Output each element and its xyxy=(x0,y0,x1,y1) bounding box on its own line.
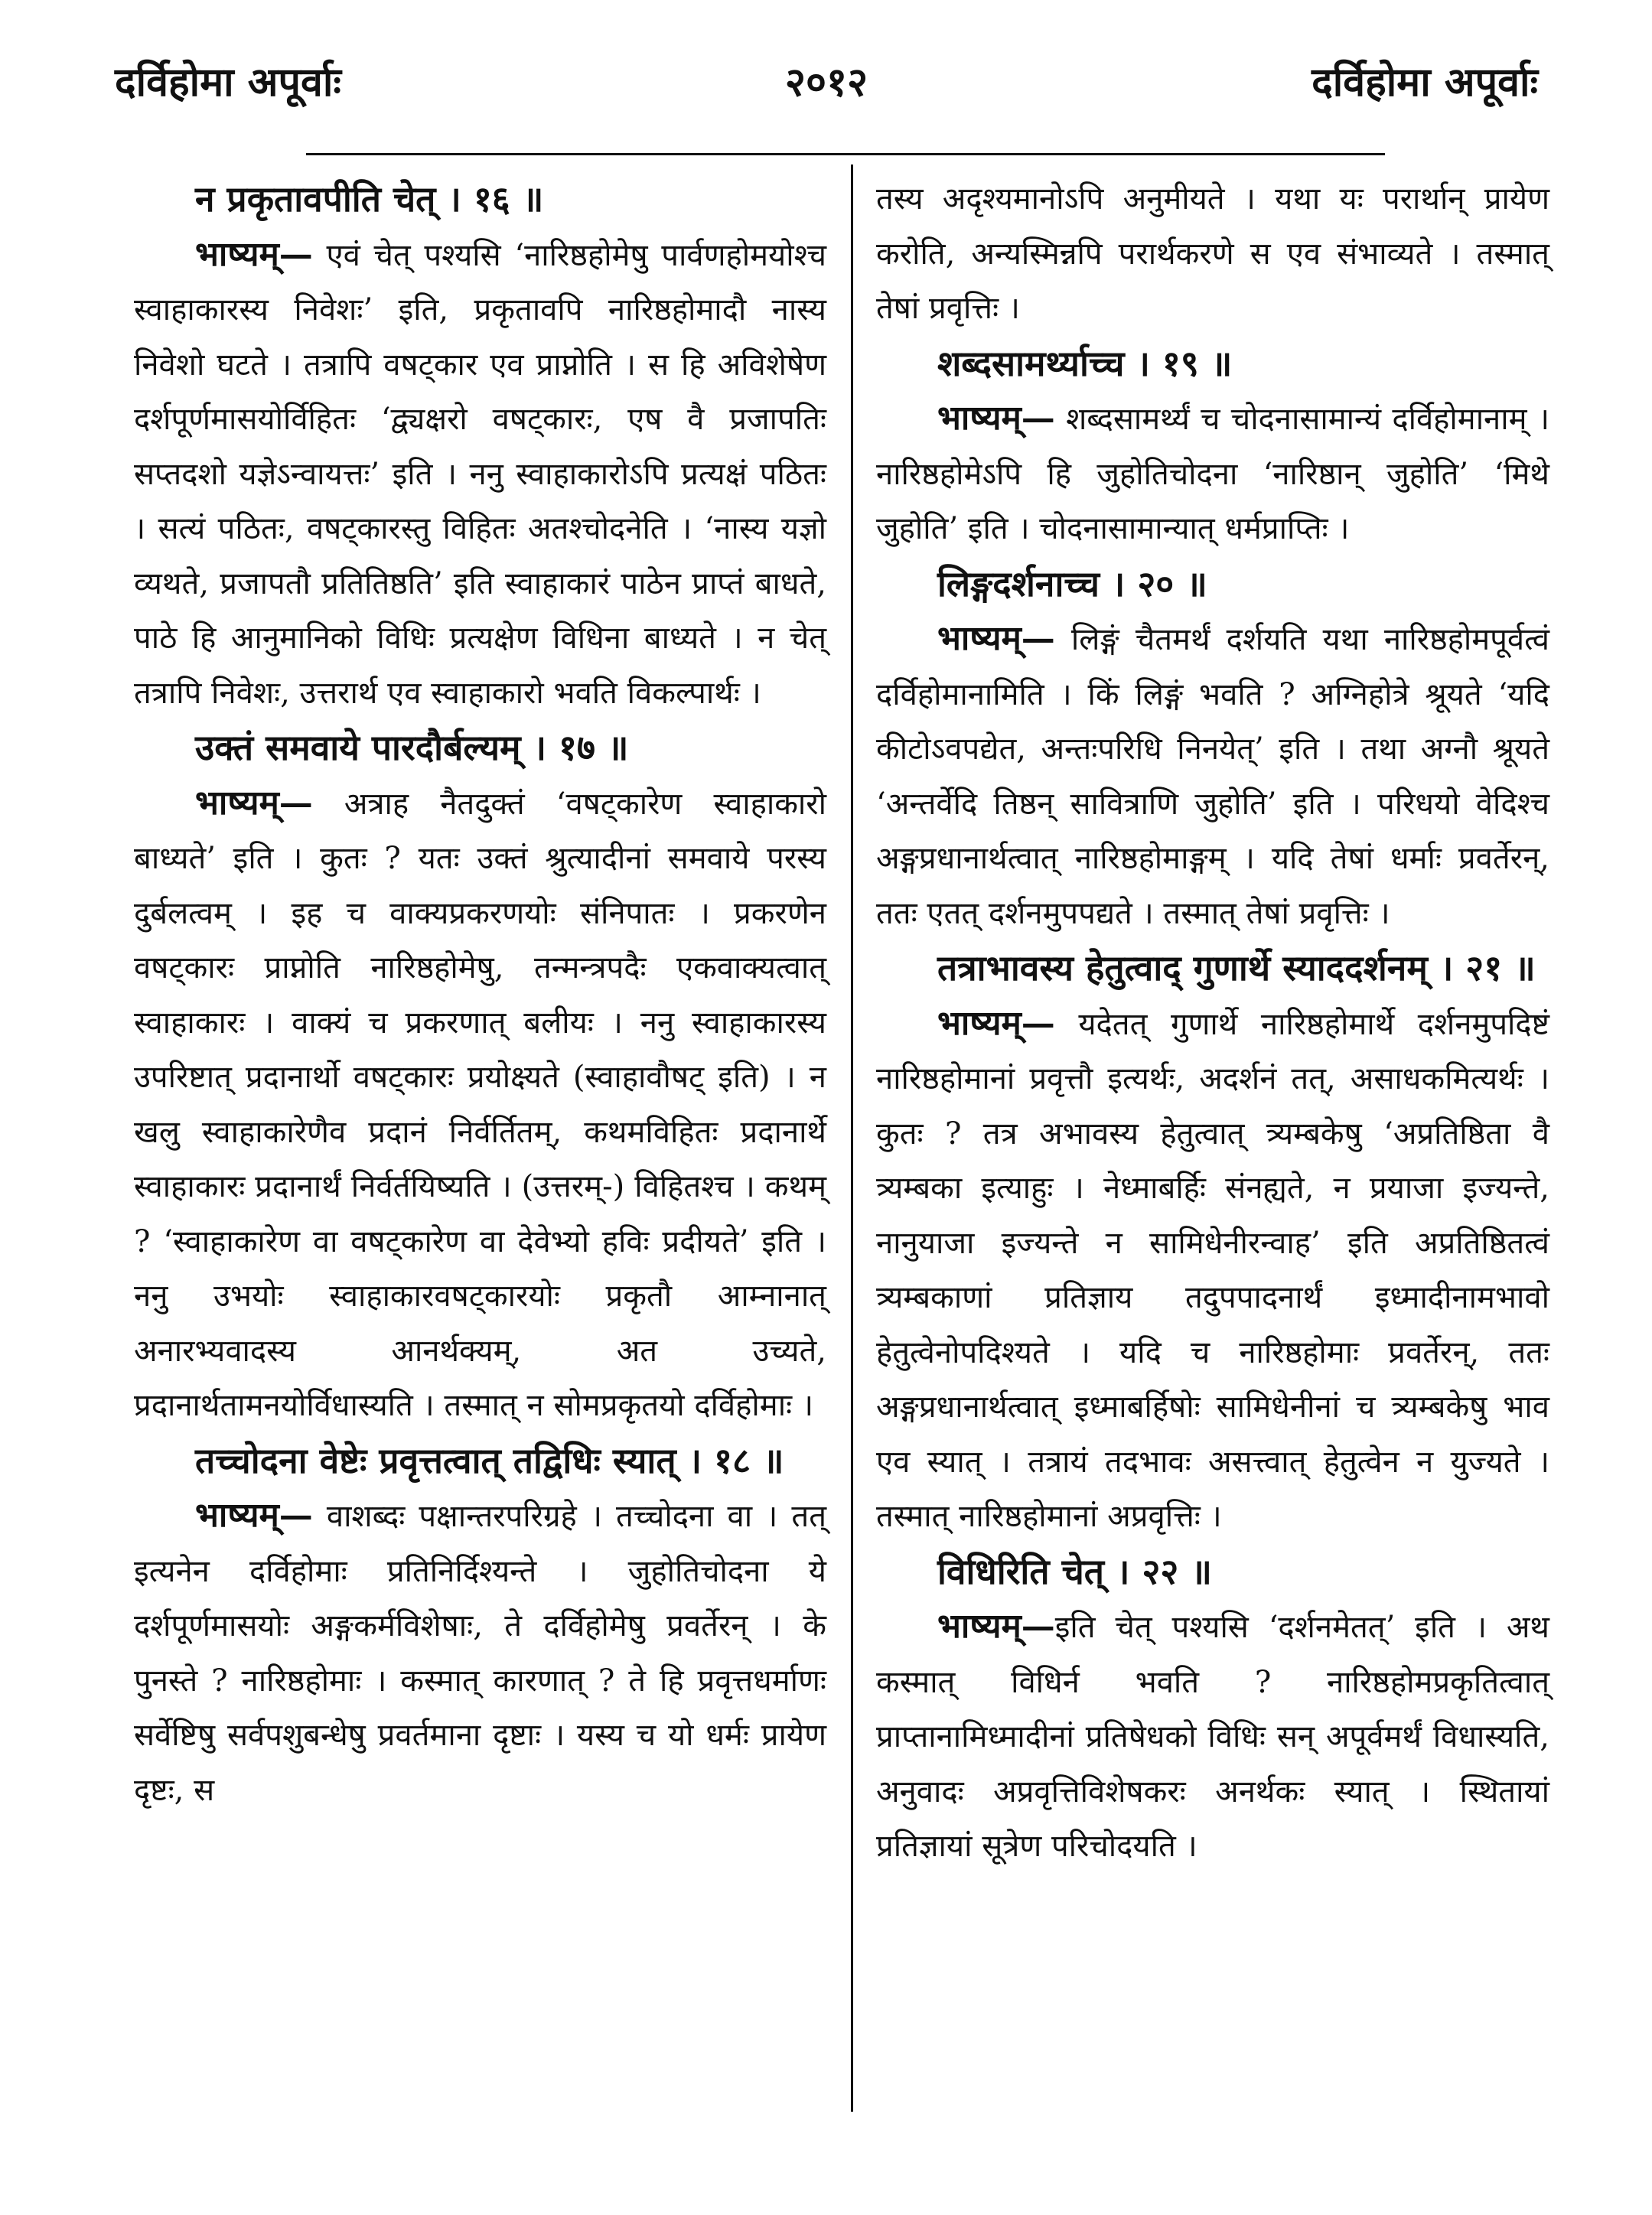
bhashya-label: भाष्यम्— xyxy=(937,1607,1055,1646)
bhashya-label: भाष्यम्— xyxy=(195,783,313,822)
bhashya-21 xyxy=(876,996,1549,1545)
bhashya-20 xyxy=(876,611,1549,941)
bhashya-text: वाशब्दः पक्षान्तरपरिग्रहे । तच्चोदना वा । तत् इत्यनेन दर्विहोमाः प्रतिनिर्दिश्यन्ते । जुहोतिचोदना ये दर्शपूर्णमासयोः अङ्गकर्मविशेषाः, ते दर्विहोमेषु प्रवर्तेरन् । के पुनस्ते ? नारिष्ठहोमाः । कस्मात् कारणात् ? ते हि प्रवृत्तधर्माणः सर्वेष्टिषु सर्वपशुबन्धेषु प्रवर्तमाना दृष्टाः । यस्य च यो धर्मः प्रायेण दृष्टः, स xyxy=(134,1499,826,1808)
bhashya-text: एवं चेत् पश्यसि ‘नारिष्ठहोमेषु पार्वणहोमयोश्च स्वाहाकारस्य निवेशः’ इति, प्रकृतावपि नारिष्ठहोमादौ नास्य निवेशो घटते । तत्रापि वषट्कार एव प्राप्नोति । स हि अविशेषेण दर्शपूर्णमासयोर्विहितः ‘द्व्यक्षरो वषट्कारः, एष वै प्रजापतिः सप्तदशो यज्ञेऽन्वायत्तः’ इति । ननु स्वाहाकारोऽपि प्रत्यक्षं पठितः । सत्यं पठितः, वषट्कारस्तु विहितः अतश्चोदनेति । ‘नास्य यज्ञो व्यथते, प्रजापतौ प्रतितिष्ठति’ इति स्वाहाकारं पाठेन प्राप्तं बाधते, पाठे हि आनुमानिको विधिः प्रत्यक्षेण विधिना बाध्यते । न चेत् तत्रापि निवेशः, उत्तरार्थ एव स्वाहाकारो भवति विकल्पार्थः । xyxy=(134,237,826,711)
left-column xyxy=(134,172,826,1818)
sutra-21: तत्राभावस्य हेतुत्वाद् गुणार्थे स्याददर्शनम् । २१ ॥ xyxy=(937,947,1536,989)
bhashya-text: अत्राह नैतदुक्तं ‘वषट्कारेण स्वाहाकारो बाध्यते’ इति । कुतः ? यतः उक्तं श्रुत्यादीनां समवाये परस्य दुर्बलत्वम् । इह च वाक्यप्रकरणयोः संनिपातः । प्रकरणेन वषट्कारः प्राप्नोति नारिष्ठहोमेषु, तन्मन्त्रपदैः एकवाक्यत्वात् स्वाहाकारः । वाक्यं च प्रकरणात् बलीयः । ननु स्वाहाकारस्य उपरिष्टात् प्रदानार्थो वषट्कारः प्रयोक्ष्यते (स्वाहावौषट् इति) । न खलु स्वाहाकारेणैव प्रदानं निर्वर्तितम्, कथमविहितः प्रदानार्थे स्वाहाकारः प्रदानार्थं निर्वर्तयिष्यति । (उत्तरम्-) विहितश्च । कथम् ? ‘स्वाहाकारेण वा वषट्कारेण वा देवेभ्यो हविः प्रदीयते’ इति । ननु उभयोः स्वाहाकारवषट्कारयोः प्रकृतौ आम्नानात् अनारभ्यवादस्य आनर्थक्यम्, अत उच्यते, प्रदानार्थतामनयोर्विधास्यति । तस्मात् न सोमप्रकृतयो दर्विहोमाः । xyxy=(134,786,826,1423)
bhashya-label: भाष्यम्— xyxy=(937,1003,1055,1043)
page-number: २०१२ xyxy=(784,59,868,106)
bhashya-label: भाष्यम्— xyxy=(937,619,1055,658)
bhashya-19 xyxy=(876,391,1549,557)
bhashya-18 xyxy=(134,1488,826,1818)
bhashya-text: यदेतत् गुणार्थे नारिष्ठहोमार्थे दर्शनमुपदिष्टं नारिष्ठहोमानां प्रवृत्तौ इत्यर्थः, अदर्शनं तत्, असाधकमित्यर्थः । कुतः ? तत्र अभावस्य हेतुत्वात् त्र्यम्बकेषु ‘अप्रतिष्ठिता वै त्र्यम्बका इत्याहुः । नेध्माबर्हिः संनह्यते, न प्रयाजा इज्यन्ते, नानुयाजा इज्यन्ते न सामिधेनीरन्वाह’ इति अप्रतिष्ठितत्वं त्र्यम्बकाणां प्रतिज्ञाय तदुपपादनार्थं इध्मादीनामभावो हेतुत्वेनोपदिश्यते । यदि च नारिष्ठहोमाः प्रवर्तेरन्, ततः अङ्गप्रधानार्थत्वात् इध्माबर्हिषोः सामिधेनीनां च त्र्यम्बकेषु भाव एव स्यात् । तत्रायं तदभावः असत्त्वात् हेतुत्वेन न युज्यते । तस्मात् नारिष्ठहोमानां अप्रवृत्तिः । xyxy=(876,1006,1549,1534)
bhashya-label: भाष्यम्— xyxy=(937,399,1055,438)
bhashya-label: भाष्यम्— xyxy=(195,234,313,274)
sutra-22: विधिरिति चेत् । २२ ॥ xyxy=(937,1550,1212,1592)
continuation-text: तस्य अदृश्यमानोऽपि अनुमीयते । यथा यः परार्थान् प्रायेण करोति, अन्यस्मिन्नपि परार्थकरणे स एव संभाव्यते । तस्मात् तेषां प्रवृत्तिः । xyxy=(876,181,1549,326)
sutra-19: शब्दसामर्थ्याच्च । १९ ॥ xyxy=(937,342,1233,384)
running-head-left: दर्विहोमा अपूर्वाः xyxy=(115,59,341,106)
bhashya-text: लिङ्गं चैतमर्थं दर्शयति यथा नारिष्ठहोमपूर्वत्वं दर्विहोमानामिति । किं लिङ्गं भवति ? अग्निहोत्रे श्रूयते ‘यदि कीटोऽवपद्येत, अन्तःपरिधि निनयेत्’ इति । तथा अग्नौ श्रूयते ‘अन्तर्वेदि तिष्ठन् सावित्राणि जुहोति’ इति । परिधयो वेदिश्च अङ्गप्रधानार्थत्वात् नारिष्ठहोमाङ्गम् । यदि तेषां धर्माः प्रवर्तेरन्, ततः एतत् दर्शनमुपपद्यते । तस्मात् तेषां प्रवृत्तिः । xyxy=(876,622,1549,931)
bhashya-label: भाष्यम्— xyxy=(195,1496,313,1535)
sutra-17: उक्तं समवाये पारदौर्बल्यम् । १७ ॥ xyxy=(195,727,629,768)
bhashya-22 xyxy=(876,1599,1549,1875)
sutra-20: लिङ्गदर्शनाच्च । २० ॥ xyxy=(937,562,1207,604)
bhashya-text: इति चेत् पश्यसि ‘दर्शनमेतत्’ इति । अथ कस्मात् विधिर्न भवति ? नारिष्ठहोमप्रकृतित्वात् प्राप्तानामिध्मादीनां प्रतिषेधको विधिः सन् अपूर्वमर्थं विधास्यति, अनुवादः अप्रवृत्तिविशेषकरः अनर्थकः स्यात् । स्थितायां प्रतिज्ञायां सूत्रेण परिचोदयति । xyxy=(876,1610,1549,1864)
bhashya-text: शब्दसामर्थ्यं च चोदनासामान्यं दर्विहोमानाम् । नारिष्ठहोमेऽपि हि जुहोतिचोदना ‘नारिष्ठान् जुहोति’ ‘मिथे जुहोति’ इति । चोदनासामान्यात् धर्मप्राप्तिः । xyxy=(876,402,1549,546)
sutra-16: न प्रकृतावपीति चेत् । १६ ॥ xyxy=(195,178,544,220)
sutra-18: तच्चोदना वेष्टेः प्रवृत्तत्वात् तद्विधिः स्यात् । १८ ॥ xyxy=(195,1439,784,1481)
column-divider xyxy=(851,164,853,2112)
bhashya-17 xyxy=(134,776,826,1434)
header-rule xyxy=(306,153,1385,155)
page-header xyxy=(115,54,1538,122)
bhashya-16 xyxy=(134,227,826,722)
right-column xyxy=(876,172,1549,1875)
running-head-right: दर्विहोमा अपूर्वाः xyxy=(1311,59,1538,106)
